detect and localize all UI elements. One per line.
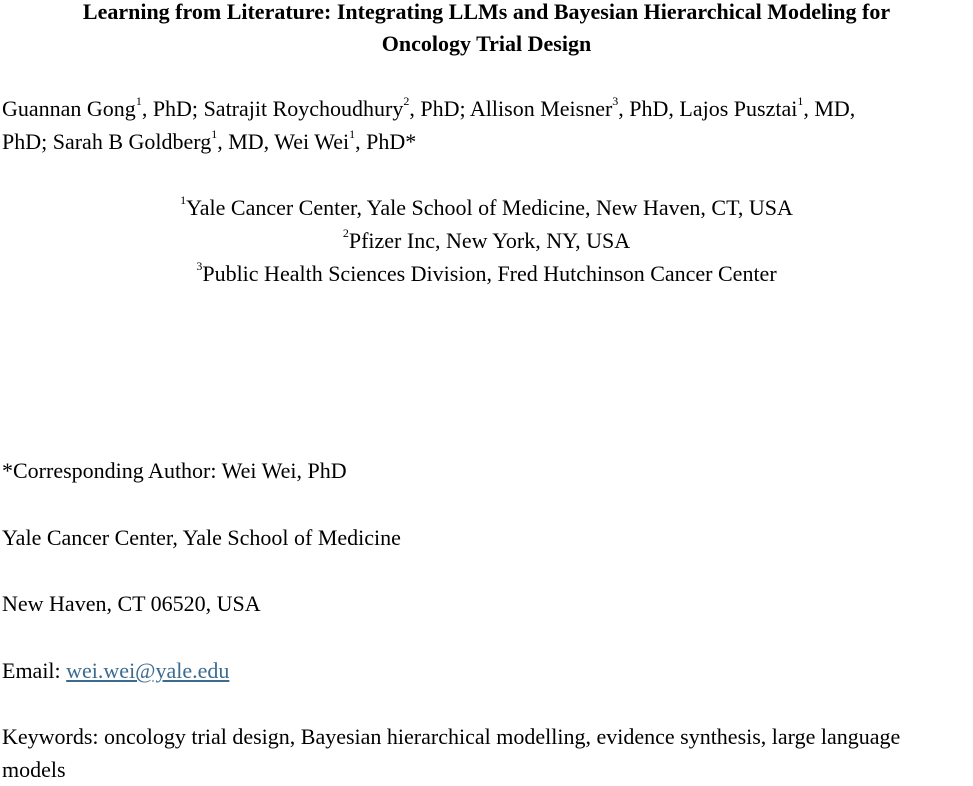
author-name: Wei Wei — [274, 129, 350, 154]
author-name: Lajos Pusztai — [679, 96, 798, 121]
affiliation-text: Pfizer Inc, New York, NY, USA — [348, 228, 631, 253]
affiliation-marker: 1 — [180, 192, 187, 207]
author-degree: , PhD; — [409, 96, 470, 121]
email-label: Email: — [2, 658, 67, 683]
author-degree: , MD, — [803, 96, 856, 121]
author-name: Guannan Gong — [2, 96, 136, 121]
corresponding-institution: Yale Cancer Center, Yale School of Medicine — [2, 525, 401, 550]
author-list — [2, 92, 973, 158]
paper-title-line-2: Oncology Trial Design — [381, 31, 592, 56]
author-affiliation-marker: 1 — [135, 93, 142, 108]
author-name: Satrajit Roychoudhury — [203, 96, 404, 121]
paper-title-line-1: Learning from Literature: Integrating LLMs and Bayesian Hierarchical Modeling for — [82, 0, 891, 24]
corresponding-email — [2, 654, 229, 687]
keywords-label: Keywords: — [2, 724, 105, 749]
affiliation-text: Yale Cancer Center, Yale School of Medicine, New Haven, CT, USA — [186, 195, 793, 220]
affiliation-marker: 3 — [196, 258, 203, 273]
corresponding-author: *Corresponding Author: Wei Wei, PhD — [2, 458, 347, 483]
email-link[interactable]: wei.wei@yale.edu — [66, 658, 230, 683]
author-line-2 — [2, 125, 973, 158]
affiliation-marker: 2 — [342, 225, 349, 240]
author-degree: , PhD* — [355, 129, 417, 154]
author-line-1 — [2, 92, 973, 125]
keywords-text: oncology trial design, Bayesian hierarchical modelling, evidence synthesis, large language models — [2, 724, 901, 782]
keywords — [2, 720, 962, 786]
author-degree: , MD, — [217, 129, 275, 154]
author-degree: , PhD, — [618, 96, 680, 121]
author-name: Allison Meisner — [469, 96, 613, 121]
affiliation-2 — [0, 224, 973, 257]
affiliation-3 — [0, 257, 973, 290]
author-affiliation-marker: 1 — [211, 126, 218, 141]
author-affiliation-marker: 1 — [349, 126, 356, 141]
paper-title — [0, 0, 973, 60]
affiliation-1 — [0, 191, 973, 224]
author-affiliation-marker: 2 — [403, 93, 410, 108]
author-name: PhD; Sarah B Goldberg — [2, 129, 212, 154]
author-affiliation-marker: 3 — [612, 93, 619, 108]
author-affiliation-marker: 1 — [797, 93, 804, 108]
affiliation-text: Public Health Sciences Division, Fred Hutchinson Cancer Center — [202, 261, 777, 286]
author-degree: , PhD; — [141, 96, 204, 121]
corresponding-address: New Haven, CT 06520, USA — [2, 591, 261, 616]
